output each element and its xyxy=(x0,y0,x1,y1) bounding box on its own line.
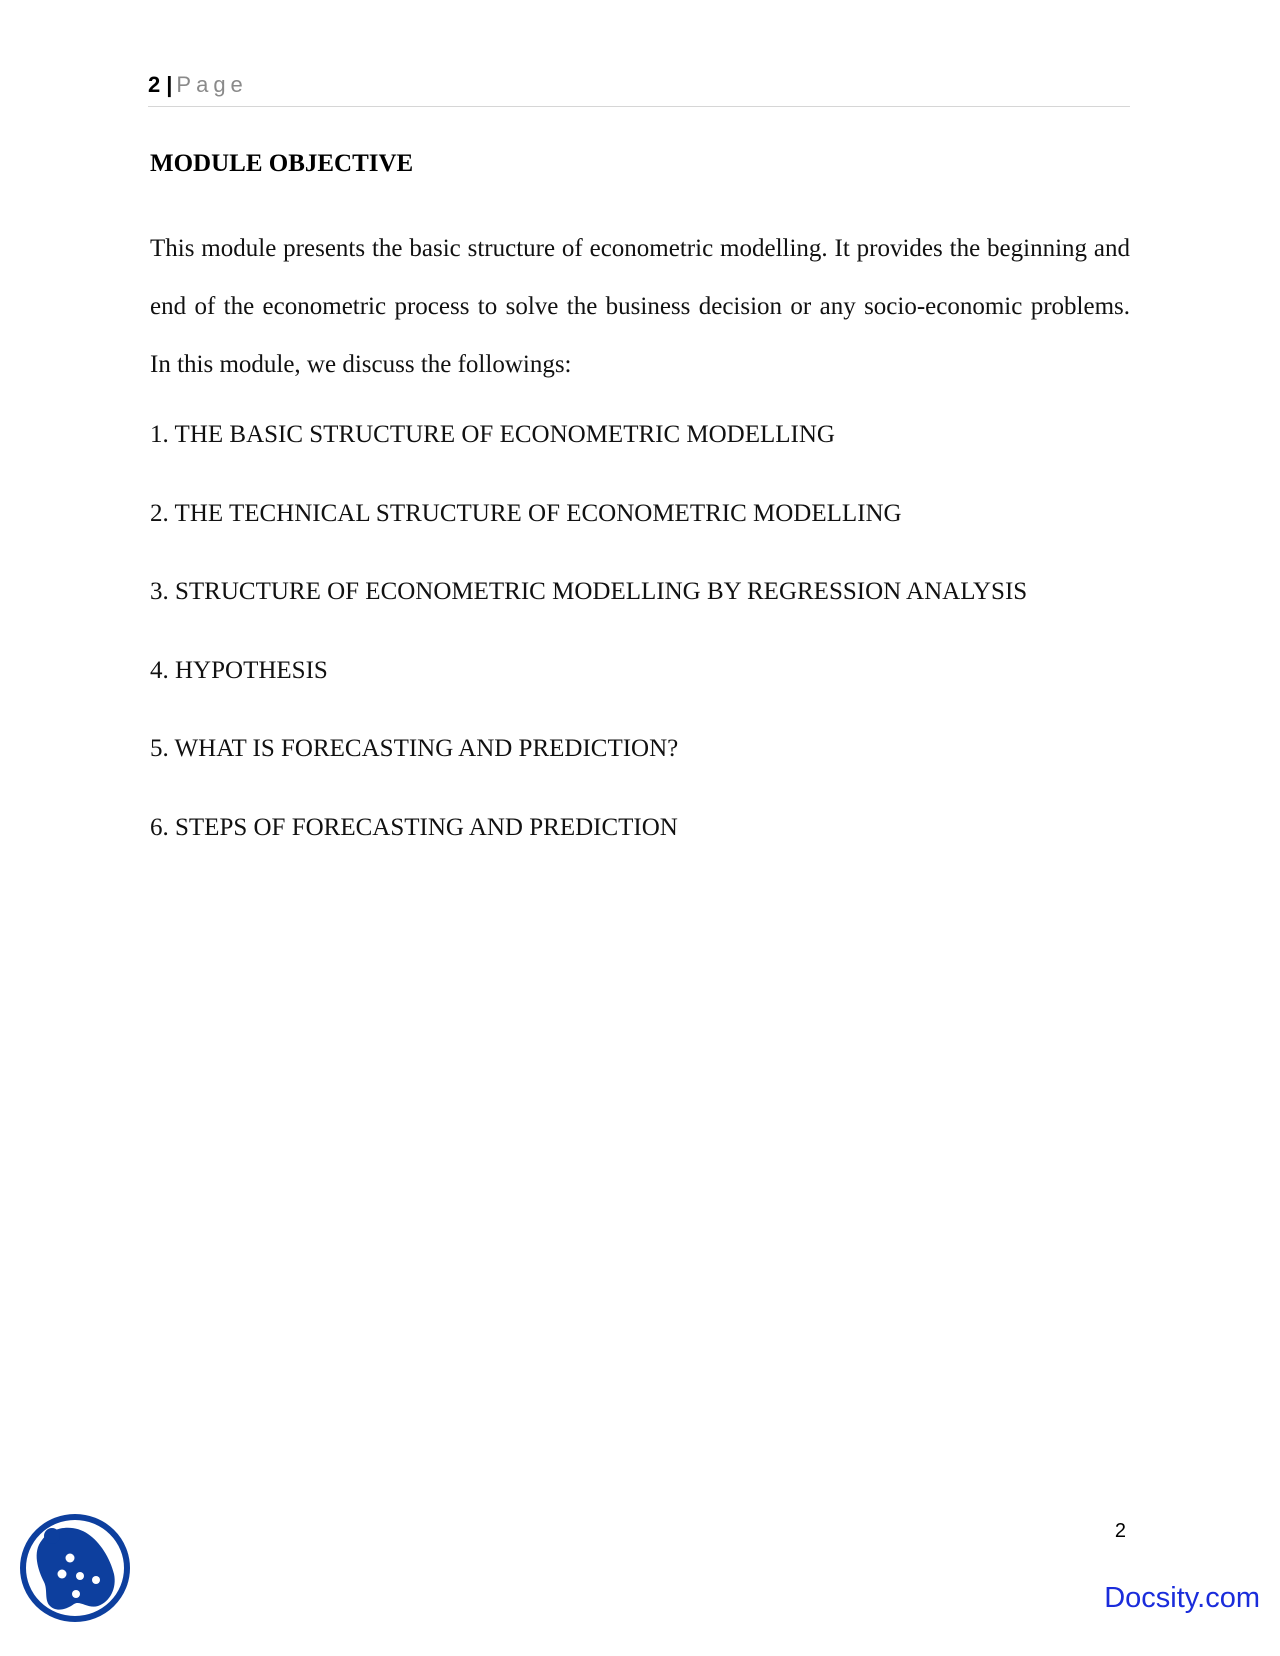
footer-page-number: 2 xyxy=(1114,1520,1126,1542)
docsity-logo-graphic xyxy=(18,1512,132,1624)
intro-line: In this module, we discuss the followings: xyxy=(150,351,572,378)
objective-item: 4. HYPOTHESIS xyxy=(150,656,328,684)
docsity-brand-link[interactable]: Docsity.com xyxy=(1104,1582,1260,1614)
intro-line: end of the econometric process to solve the business decision or any socio-economic problems. xyxy=(150,293,1130,320)
docsity-logo-icon[interactable] xyxy=(18,1512,132,1624)
header-page-label: Page xyxy=(176,72,248,97)
objective-item: 3. STRUCTURE OF ECONOMETRIC MODELLING BY REGRESSION ANALYSIS xyxy=(150,578,1028,605)
objectives-list xyxy=(150,418,1027,889)
header-page-number: 2 xyxy=(148,72,161,97)
objective-item: 1. THE BASIC STRUCTURE OF ECONOMETRIC MODELLING xyxy=(150,421,835,448)
section-title: MODULE OBJECTIVE xyxy=(150,150,414,177)
objective-item: 5. WHAT IS FORECASTING AND PREDICTION? xyxy=(150,735,679,762)
objective-item: 2. THE TECHNICAL STRUCTURE OF ECONOMETRIC MODELLING xyxy=(150,499,902,527)
intro-line: This module presents the basic structure of econometric modelling. It provides the beginning and xyxy=(150,235,1130,262)
objective-item: 6. STEPS OF FORECASTING AND PREDICTION xyxy=(150,813,678,841)
intro-paragraph xyxy=(150,220,1130,394)
page-header xyxy=(148,72,1130,107)
header-separator: | xyxy=(166,72,173,97)
